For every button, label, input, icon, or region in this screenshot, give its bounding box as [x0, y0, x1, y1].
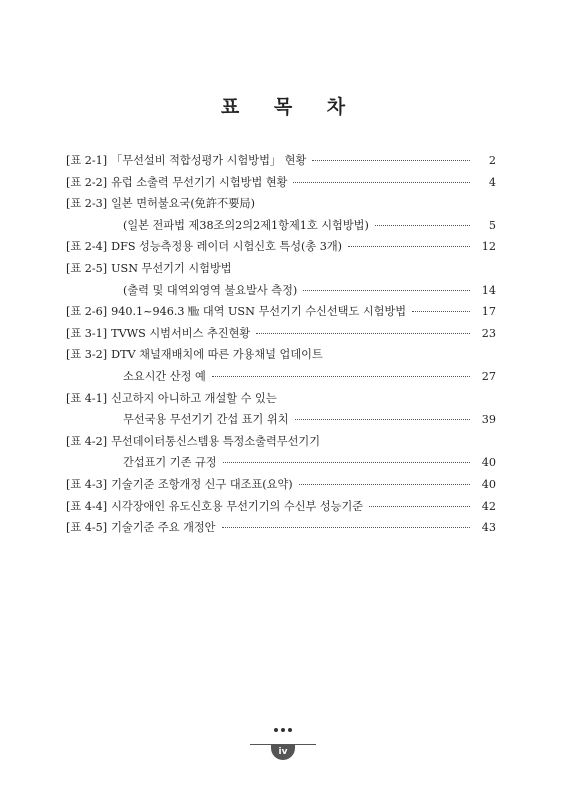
toc-entry-2-6[interactable]	[66, 301, 496, 323]
dot-leader	[348, 246, 470, 247]
page-number: iv	[271, 745, 295, 760]
toc-entry-3-1[interactable]	[66, 323, 496, 345]
toc-entry-id: [표 3-1]	[66, 326, 108, 340]
toc-entry-4-5[interactable]	[66, 517, 496, 539]
toc-entry-id: [표 2-6]	[66, 305, 108, 319]
toc-entry-title: 시각장애인 유도신호용 무선기기의 수신부 성능기준	[111, 499, 364, 513]
dot-leader	[222, 527, 471, 528]
toc-entry-title: TVWS 시범서비스 추진현황	[111, 326, 251, 340]
dot-leader	[369, 506, 470, 507]
dot-leader	[375, 225, 470, 226]
toc-entry-title: 신고하지 아니하고 개설할 수 있는	[111, 391, 277, 405]
toc-entry-4-3[interactable]	[66, 474, 496, 496]
toc-entry-title: 무선국용 무선기기 간섭 표기 위치	[123, 413, 289, 427]
dot-leader	[293, 182, 470, 183]
toc-entry-2-1[interactable]	[66, 150, 496, 172]
toc-entry-title: 일본 면허불요국(免許不要局)	[111, 197, 255, 211]
toc-entry-page: 5	[488, 218, 496, 232]
toc-entry-title: 기술기준 주요 개정안	[111, 521, 216, 535]
toc-entry-title: (일본 전파법 제38조의2의2제1항제1호 시험방법)	[123, 218, 369, 232]
toc-entry-page: 42	[481, 499, 496, 513]
toc-entry-title: (출력 및 대역외영역 불요발사 측정)	[123, 283, 298, 297]
page-title: 표 목 차	[220, 96, 360, 118]
toc-entry-3-2-continued[interactable]	[66, 366, 496, 388]
dot-icon	[274, 728, 278, 732]
dot-leader	[212, 376, 470, 377]
toc-entry-2-2[interactable]	[66, 172, 496, 194]
toc-entry-id: [표 2-2]	[66, 175, 108, 189]
toc-entry-title: 무선데이터통신스템용 특정소출력무선기기	[111, 434, 321, 448]
toc-entry-page: 17	[481, 305, 496, 319]
toc-entry-2-5[interactable]	[66, 258, 496, 280]
toc-entry-id: [표 2-4]	[66, 240, 108, 254]
toc-entry-id: [표 4-2]	[66, 434, 108, 448]
toc-entry-title: USN 무선기기 시험방법	[111, 261, 232, 275]
toc-entry-page: 12	[481, 240, 496, 254]
dot-leader	[312, 160, 470, 161]
toc-entry-4-2[interactable]	[66, 431, 496, 453]
dot-leader	[295, 419, 470, 420]
toc-entry-title: 간섭표기 기존 규정	[123, 456, 217, 470]
toc-entry-page: 43	[481, 521, 496, 535]
toc-entry-2-4[interactable]	[66, 236, 496, 258]
toc-entry-id: [표 2-1]	[66, 154, 108, 167]
toc-entry-page: 39	[481, 413, 496, 427]
toc-entry-id: [표 4-3]	[66, 477, 108, 491]
toc-entry-title: 940.1~946.3 ㎒ 대역 USN 무선기기 수신선택도 시험방법	[111, 305, 407, 319]
toc-entry-4-2-continued[interactable]	[66, 452, 496, 474]
toc-entry-title: 기술기준 조항개정 신구 대조표(요약)	[111, 477, 293, 491]
toc-entry-title: DFS 성능측정용 레이더 시험신호 특성(총 3개)	[111, 240, 343, 254]
toc-entry-2-5-continued[interactable]	[66, 280, 496, 302]
dot-icon	[281, 728, 285, 732]
toc-entry-3-2[interactable]	[66, 344, 496, 366]
toc-entry-page: 2	[488, 154, 496, 167]
toc-entry-page: 23	[481, 326, 496, 340]
toc-entry-page: 14	[481, 283, 496, 297]
toc-entry-id: [표 3-2]	[66, 348, 108, 362]
table-of-contents	[66, 150, 496, 539]
toc-entry-id: [표 2-5]	[66, 261, 108, 275]
toc-entry-2-3-continued[interactable]	[66, 215, 496, 237]
toc-entry-2-3[interactable]	[66, 193, 496, 215]
toc-entry-title: 소요시간 산정 예	[123, 369, 206, 383]
toc-entry-4-1-continued[interactable]	[66, 409, 496, 431]
dot-leader	[299, 484, 470, 485]
toc-entry-page: 40	[481, 477, 496, 491]
toc-entry-title: 「무선설비 적합성평가 시험방법」 현황	[111, 154, 307, 167]
dot-leader	[412, 311, 470, 312]
toc-entry-title: DTV 채널재배치에 따른 가용채널 업데이트	[111, 348, 323, 362]
toc-entry-id: [표 4-4]	[66, 499, 108, 513]
toc-entry-page: 4	[488, 175, 496, 189]
toc-entry-page: 40	[481, 456, 496, 470]
toc-entry-id: [표 4-1]	[66, 391, 108, 405]
toc-entry-4-4[interactable]	[66, 496, 496, 518]
toc-entry-title: 유럽 소출력 무선기기 시험방법 현황	[111, 175, 288, 189]
toc-entry-id: [표 2-3]	[66, 197, 108, 211]
toc-entry-id: [표 4-5]	[66, 521, 108, 535]
footer-ornament-dots	[274, 728, 292, 732]
toc-entry-page: 27	[481, 369, 496, 383]
toc-entry-4-1[interactable]	[66, 388, 496, 410]
dot-icon	[288, 728, 292, 732]
dot-leader	[223, 462, 470, 463]
dot-leader	[256, 333, 470, 334]
dot-leader	[303, 290, 470, 291]
